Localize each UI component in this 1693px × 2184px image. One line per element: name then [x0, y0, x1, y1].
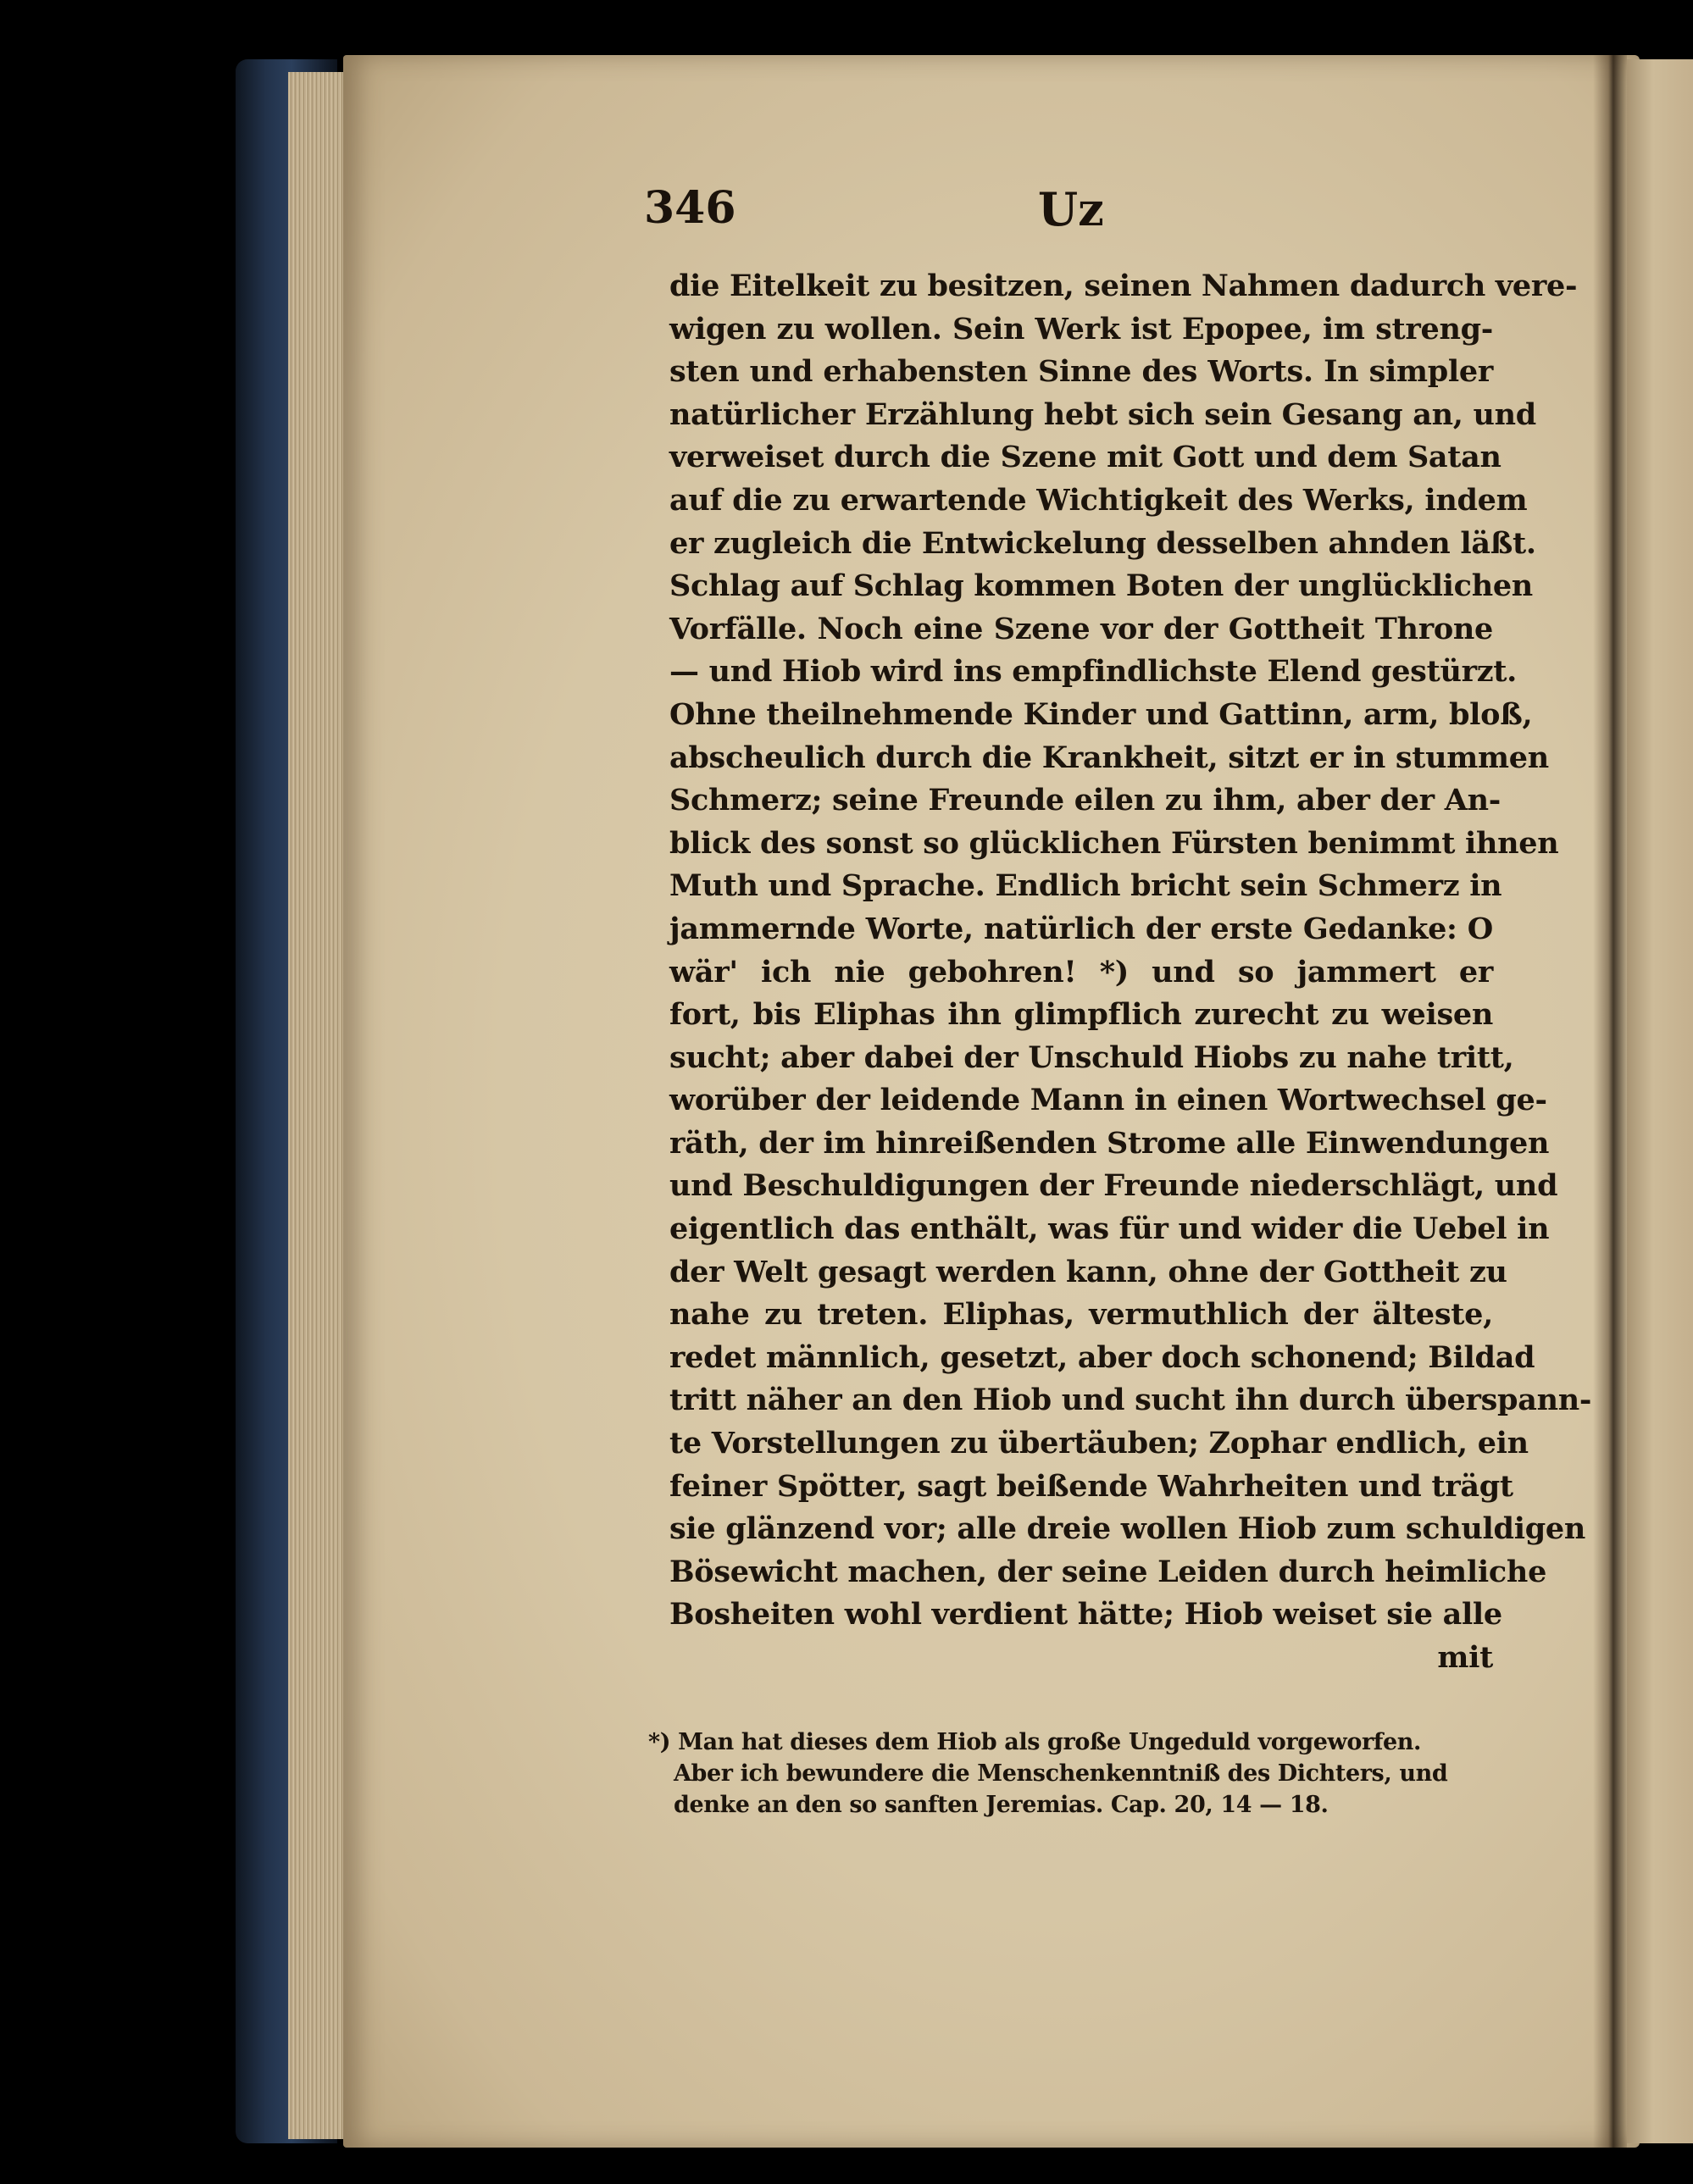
catchword: mit [1437, 1640, 1493, 1675]
text-line: die Eitelkeit zu besitzen, seinen Nahmen dadurch vere- [669, 269, 1578, 303]
text-line: tritt näher an den Hiob und sucht ihn durch überspann- [669, 1383, 1592, 1418]
text-line: abscheulich durch die Krankheit, sitzt er in stummen [669, 740, 1549, 775]
text-line: Ohne theilnehmende Kinder und Gattinn, arm, bloß, [669, 696, 1533, 732]
text-line: sten und erhabensten Sinne des Worts. In simpler [669, 354, 1493, 390]
text-line: worüber der leidende Mann in einen Wortwechsel ge- [669, 1083, 1547, 1118]
text-line: er zugleich die Entwickelung desselben ahnden läßt. [669, 525, 1536, 561]
text-line: wär' ich nie gebohren! *) und so jammert er [669, 954, 1493, 989]
page-header [644, 182, 1491, 241]
text-line: sie glänzend vor; alle dreie wollen Hiob zum schuldigen [669, 1511, 1586, 1547]
footnote-line: Aber ich bewundere die Menschenkenntniß des Dichters, und [674, 1760, 1448, 1787]
text-line: te Vorstellungen zu übertäuben; Zophar endlich, ein [669, 1426, 1529, 1461]
text-line: Schlag auf Schlag kommen Boten der unglücklichen [669, 568, 1533, 604]
text-line: der Welt gesagt werden kann, ohne der Gottheit zu [669, 1254, 1507, 1289]
text-line: Schmerz; seine Freunde eilen zu ihm, aber der An- [669, 783, 1501, 818]
text-line: — und Hiob wird ins empfindlichste Elend gestürzt. [669, 654, 1518, 690]
text-line: fort, bis Eliphas ihn glimpflich zurecht zu weisen [669, 997, 1493, 1033]
body-text [669, 265, 1592, 1680]
text-line: Muth und Sprache. Endlich bricht sein Schmerz in [669, 868, 1502, 904]
book-gutter [1593, 55, 1627, 2148]
text-line: eigentlich das enthält, was für und wider die Uebel in [669, 1211, 1550, 1247]
text-line: natürlicher Erzählung hebt sich sein Gesang an, und [669, 396, 1536, 432]
text-line: räth, der im hinreißenden Strome alle Einwendungen [669, 1125, 1550, 1161]
text-line: feiner Spötter, sagt beißende Wahrheiten und trägt [669, 1468, 1513, 1504]
facing-page-edge [1627, 59, 1693, 2143]
footnote [648, 1727, 1487, 1821]
text-line: auf die zu erwartende Wichtigkeit des Werks, indem [669, 482, 1528, 518]
text-line: Bosheiten wohl verdient hätte; Hiob weiset sie alle [669, 1597, 1502, 1632]
text-line: sucht; aber dabei der Unschuld Hiobs zu nahe tritt, [669, 1039, 1514, 1075]
text-line: jammernde Worte, natürlich der erste Gedanke: O [669, 911, 1493, 946]
text-line: Vorfälle. Noch eine Szene vor der Gottheit Throne [669, 611, 1493, 646]
text-line: nahe zu treten. Eliphas, vermuthlich der älteste, [669, 1297, 1493, 1333]
footnote-line: *) Man hat dieses dem Hiob als große Ungeduld vorgeworfen. [648, 1729, 1421, 1755]
text-line: redet männlich, gesetzt, aber doch schonend; Bildad [669, 1339, 1535, 1375]
text-line: wigen zu wollen. Sein Werk ist Epopee, im streng- [669, 311, 1493, 346]
footnote-line: denke an den so sanften Jeremias. Cap. 20, 14 — 18. [674, 1792, 1329, 1818]
text-line: blick des sonst so glücklichen Fürsten benimmt ihnen [669, 825, 1559, 861]
text-line: verweiset durch die Szene mit Gott und dem Satan [669, 440, 1501, 475]
text-line: und Beschuldigungen der Freunde niederschlägt, und [669, 1168, 1558, 1204]
running-head: Uz [1038, 182, 1104, 236]
page-number: 346 [644, 182, 736, 234]
text-line: Bösewicht machen, der seine Leiden durch heimliche [669, 1554, 1547, 1589]
